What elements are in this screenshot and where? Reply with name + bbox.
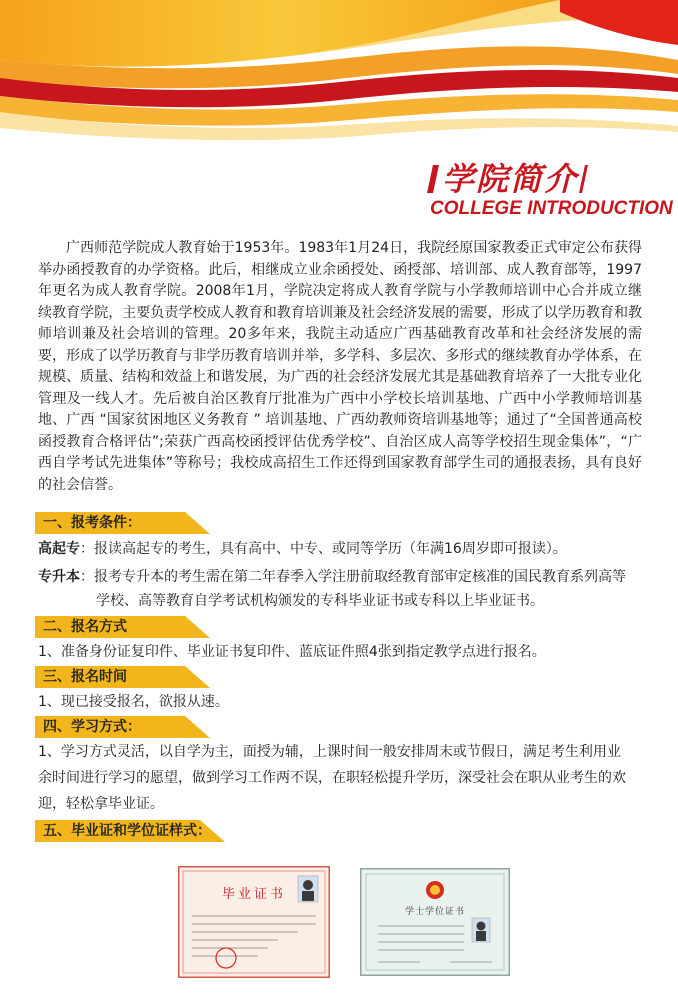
section-header-label: 二、报名方式: [43, 619, 127, 635]
top-banner: [0, 0, 678, 150]
section-header-label: 五、毕业证和学位证样式：: [43, 823, 211, 839]
section-header-study-mode: [35, 716, 210, 738]
diploma-title: 毕业证书: [221, 887, 287, 902]
requirement-zhuansheng-cont: 学校、高等教育自学考试机构颁发的专科毕业证书或专科以上毕业证书。: [96, 593, 544, 609]
requirement-gaoqi-text: ：报读高起专的考生，具有高中、中专、或同等学历（年满16周岁即可报读）。: [80, 541, 567, 557]
requirement-zhuansheng-text: ：报考专升本的考生需在第二年春季入学注册前取经教育部审定核准的国民教育系列高等: [80, 569, 626, 585]
title-en: COLLEGE INTRODUCTION: [430, 198, 673, 219]
study-mode-line-2: 余时间进行学习的愿望，做到学习工作两不误，在职轻松提升学历，深受社会在职从业考生的欢: [38, 770, 626, 786]
requirement-zhuansheng-label: 专升本: [38, 569, 80, 585]
study-mode-line-3: 迎，轻松拿毕业证。: [38, 796, 164, 812]
diploma-certificate-image: [178, 866, 330, 978]
degree-certificate-image: [360, 868, 510, 976]
section-header-label: 四、学习方式：: [43, 719, 141, 735]
intro-paragraph: 广西师范学院成人教育始于1953年。1983年1月24日，我院经原国家教委正式审定公布获得举办函授教育的办学资格。此后，相继成立业余函授处、函授部、培训部、成人教育部等，1997年更名为成人教育学院。2008年1月，学院决定将成人教育学院与小学教师培训中心合并成立继续教育学院，主要负责学校成人教育和教育培训兼及社会经济发展的需要，形成了以学历教育和教师培训兼及社会培训的管理。20多年来，我院主动适应广西基础教育改革和社会经济发展的需要，形成了以学历教育与非学历教育培训并举，多学科、多层次、多形式的继续教育办学体系，在规模、质量、结构和效益上和谐发展，为广西的社会经济发展尤其是基础教育培养了一大批专业化管理及一线人才。先后被自治区教育厅批准为广西中小学校长培训基地、广西中小学教师培训基地、广西 “国家贫困地区义务教育 ” 培训基地、广西幼教师资培训基地等；通过了“全国普通高校函授教育合格评估”;荣获广西高校函授评估优秀学校”、自治区成人高等学校招生现金集体”，“广西自学考试先进集体”等称号；我校成高招生工作还得到国家教育部学生司的通报表扬，具有良好的社会信誉。: [38, 240, 642, 493]
requirement-gaoqi: [38, 538, 648, 560]
title-bar-right: [579, 165, 588, 193]
title-bar-left: [427, 165, 439, 193]
requirement-gaoqi-label: 高起专: [38, 541, 80, 557]
section-title: [430, 160, 673, 220]
requirement-zhuansheng: [38, 566, 648, 588]
section-header-label: 三、报名时间: [43, 669, 127, 685]
section-header-apply-method: [35, 616, 210, 638]
study-mode-line-1: 1、学习方式灵活，以自学为主，面授为辅，上课时间一般安排周末或节假日，满足考生利用业: [38, 744, 621, 760]
section-header-label: 一、报考条件：: [43, 515, 141, 531]
title-cn: 学院简介: [442, 160, 579, 198]
section-header-certificates: [35, 820, 210, 842]
degree-title: 学士学位证书: [404, 907, 466, 917]
apply-time-text: 1、现已接受报名，欲报从速。: [38, 694, 229, 710]
section-header-conditions: [35, 512, 210, 534]
section-header-apply-time: [35, 666, 210, 688]
apply-method-text: 1、准备身份证复印件、毕业证书复印件、蓝底证件照4张到指定教学点进行报名。: [38, 644, 546, 660]
